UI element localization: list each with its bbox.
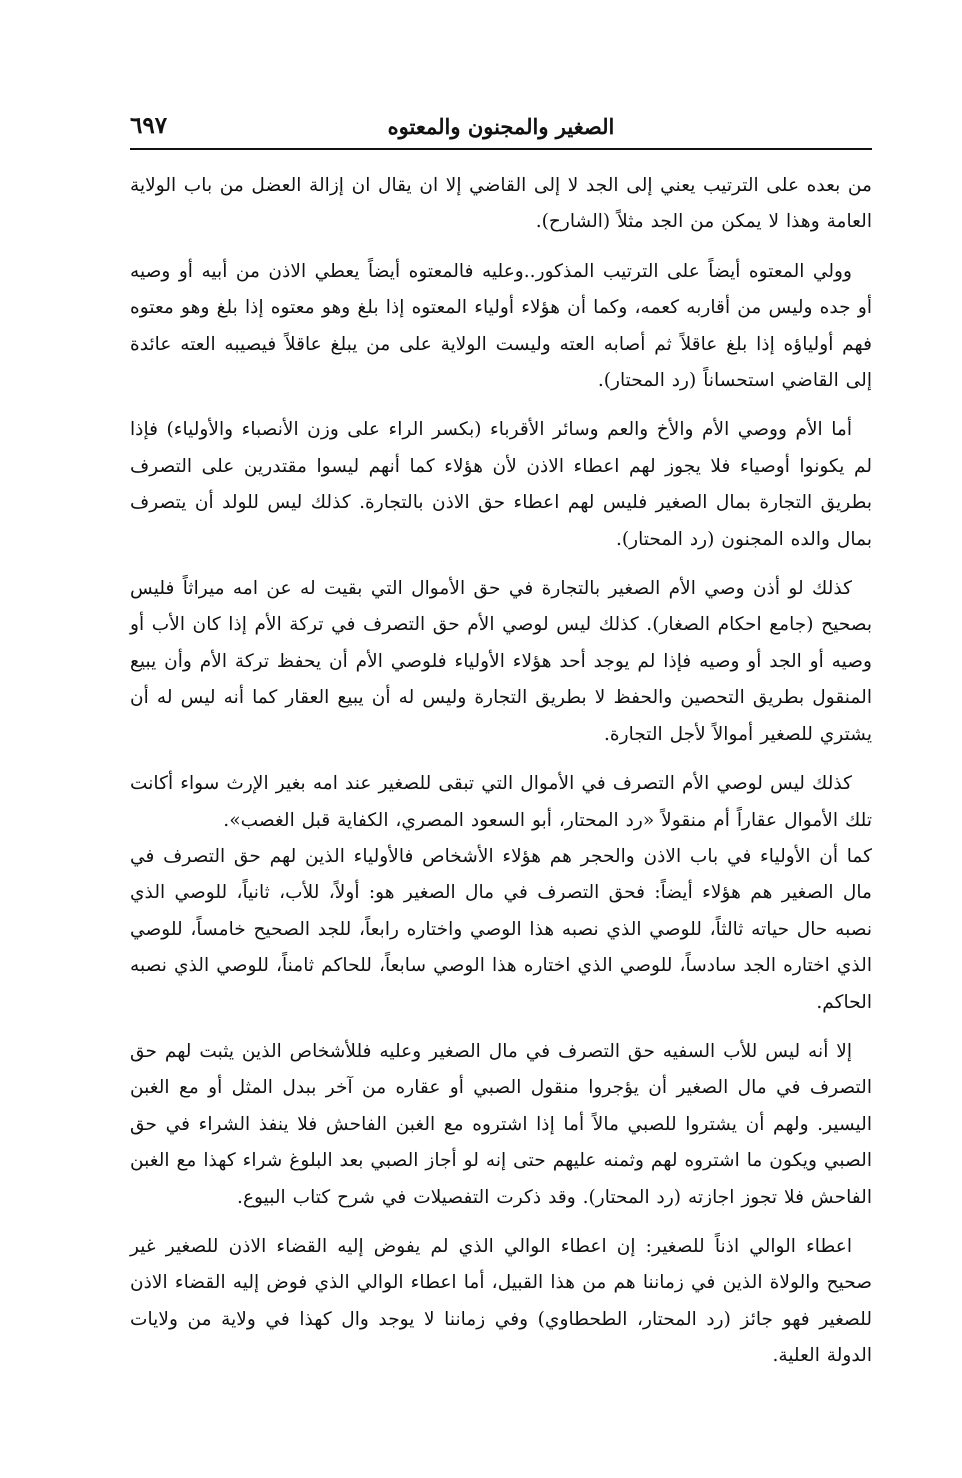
paragraph-8: اعطاء الوالي اذناً للصغير: إن اعطاء الوالي الذي لم يفوض إليه القضاء الاذن للصغير غير صحيح والولاة الذين في زماننا هم من هذا القبيل، أما اعطاء الوالي الذي فوض إليه القضاء الاذن للصغير فهو جائز (رد المحتار، الطحطاوي) وفي زماننا لا يوجد وال كهذا في ولاية من ولايات الدولة العلية. bbox=[130, 1235, 872, 1367]
paragraph-4: كذلك لو أذن وصي الأم الصغير بالتجارة في حق الأموال التي بقيت له عن امه ميراثاً فليس بصحيح (جامع احكام الصغار). كذلك ليس لوصي الأم حق التصرف في تركة الأم إذا كان الأب أو وصيه أو الجد أو وصيه فإذا لم يوجد أحد هؤلاء الأولياء فلوصي الأم أن يحفظ تركة الأم وأن يبيع المنقول بطريق التحصين والحفظ لا بطريق التجارة وليس له أن يبيع العقار كما أنه ليس له أن يشتري للصغير أموالاً لأجل التجارة. bbox=[130, 578, 872, 745]
paragraph-3: أما الأم ووصي الأم والأخ والعم وسائر الأقرباء (بكسر الراء على وزن الأنصباء والأولياء) فإذا لم يكونوا أوصياء فلا يجوز لهم اعطاء الاذن لأن هؤلاء كما أنهم ليسوا مقتدرين على التصرف بطريق التجارة بمال الصغير فليس لهم اعطاء حق الاذن بالتجارة. كذلك ليس للولد أن يتصرف بمال والده المجنون (رد المحتار). bbox=[130, 419, 872, 550]
paragraph-2: وولي المعتوه أيضاً على الترتيب المذكور..وعليه فالمعتوه أيضاً يعطي الاذن من أبيه أو وصيه أو جده وليس من أقاربه كعمه، وكما أن هؤلاء أولياء المعتوه إذا بلغ وهو معتوه إذا بلغ وهو معتوه فهم أولياؤه إذا بلغ عاقلاً ثم أصابه العته وليست الولاية على من يبلغ عاقلاً فيصيبه العته عائدة إلى القاضي استحساناً (رد المحتار). bbox=[130, 260, 872, 392]
document-page bbox=[130, 108, 872, 1448]
page-header bbox=[130, 108, 872, 150]
paragraph-5: كذلك ليس لوصي الأم التصرف في الأموال التي تبقى للصغير عند امه بغير الإرث سواء أكانت تلك الأموال عقاراً أم منقولاً «رد المحتار، أبو السعود المصري، الكفاية قبل الغصب». bbox=[130, 773, 872, 831]
body-text bbox=[130, 168, 872, 1375]
paragraph-1: من بعده على الترتيب يعني إلى الجد لا إلى القاضي إلا ان يقال ان إزالة العضل من باب الولاية العامة وهذا لا يمكن من الجد مثلاً (الشارح). bbox=[130, 175, 872, 233]
paragraph-6: كما أن الأولياء في باب الاذن والحجر هم هؤلاء الأشخاص فالأولياء الذين لهم حق التصرف في مال الصغير هم هؤلاء أيضاً: فحق التصرف في مال الصغير هو: أولاً، للأب، ثانياً، للوصي الذي نصبه حال حياته ثالثاً، للوصي الذي نصبه هذا الوصي واختاره رابعاً، للجد الصحيح خامساً، للوصي الذي اختاره الجد سادساً، للوصي الذي اختاره هذا الوصي سابعاً، للحاكم ثامناً، للوصي الذي نصبه الحاكم. bbox=[130, 845, 872, 1013]
running-title: الصغير والمجنون والمعتوه bbox=[387, 114, 615, 139]
paragraph-7: إلا أنه ليس للأب السفيه حق التصرف في مال الصغير وعليه فللأشخاص الذين يثبت لهم حق التصرف في مال الصغير أن يؤجروا منقول الصبي أو عقاره من آخر ببدل المثل أو مع الغبن اليسير. ولهم أن يشتروا للصبي مالاً أما إذا اشتروه مع الغبن الفاحش فلا ينفذ الشراء في حق الصبي ويكون ما اشتروه لهم وثمنه عليهم حتى إنه لو أجاز الصبي بعد البلوغ شراء كهذا مع الغبن الفاحش فلا تجوز اجازته (رد المحتار). وقد ذكرت التفصيلات في شرح كتاب البيوع. bbox=[130, 1040, 872, 1208]
page-number: ٦٩٧ bbox=[130, 112, 168, 139]
